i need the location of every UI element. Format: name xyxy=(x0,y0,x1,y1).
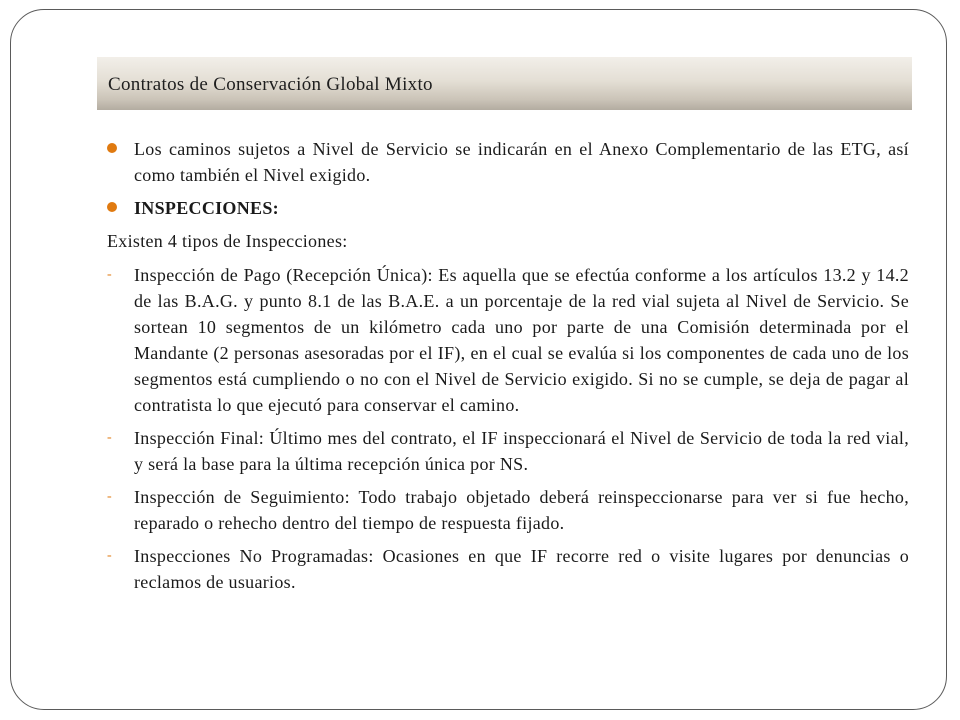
bullet-item xyxy=(107,195,909,221)
inspection-text: Inspección de Seguimiento: Todo trabajo objetado deberá reinspeccionarse para ver si fue hecho, reparado o rehecho dentro del tiempo de respuesta fijado. xyxy=(134,487,909,533)
slide-title: Contratos de Conservación Global Mixto xyxy=(108,74,433,95)
inspection-text: Inspección Final: Último mes del contrato, el IF inspeccionará el Nivel de Servicio de toda la red vial, y será la base para la última recepción única por NS. xyxy=(134,428,909,474)
slide-content xyxy=(107,136,909,602)
inspection-text: Inspecciones No Programadas: Ocasiones en que IF recorre red o visite lugares por denuncias o reclamos de usuarios. xyxy=(134,546,909,592)
bullet-dot-icon xyxy=(107,202,117,212)
inspection-item xyxy=(107,425,909,477)
section-heading: INSPECCIONES: xyxy=(134,198,279,218)
dash-marker-icon: - xyxy=(107,548,112,563)
inspection-item xyxy=(107,543,909,595)
slide-title-bar xyxy=(97,57,912,110)
inspection-item xyxy=(107,484,909,536)
intro-text: Existen 4 tipos de Inspecciones: xyxy=(107,231,348,251)
inspection-text: Inspección de Pago (Recepción Única): Es aquella que se efectúa conforme a los artículos 13.2 y 14.2 de las B.A.G. y punto 8.1 de las B.A.E. a un porcentaje de la red vial sujeta al Nivel de Servicio. Se sortean 10 segmentos de un kilómetro cada uno por parte de una Comisión determinada por el Mandante (2 personas asesoradas por el IF), en el cual se evalúa si los componentes de cada uno de los segmentos está cumpliendo o no con el Nivel de Servicio exigido. Si no se cumple, se deja de pagar al contratista lo que ejecutó para conservar el camino. xyxy=(134,265,909,415)
bullet-text: Los caminos sujetos a Nivel de Servicio se indicarán en el Anexo Complementario de las ETG, así como también el Nivel exigido. xyxy=(134,139,909,185)
dash-marker-icon: - xyxy=(107,267,112,282)
bullet-dot-icon xyxy=(107,143,117,153)
bullet-item xyxy=(107,136,909,188)
dash-marker-icon: - xyxy=(107,430,112,445)
dash-marker-icon: - xyxy=(107,489,112,504)
inspection-item xyxy=(107,262,909,418)
